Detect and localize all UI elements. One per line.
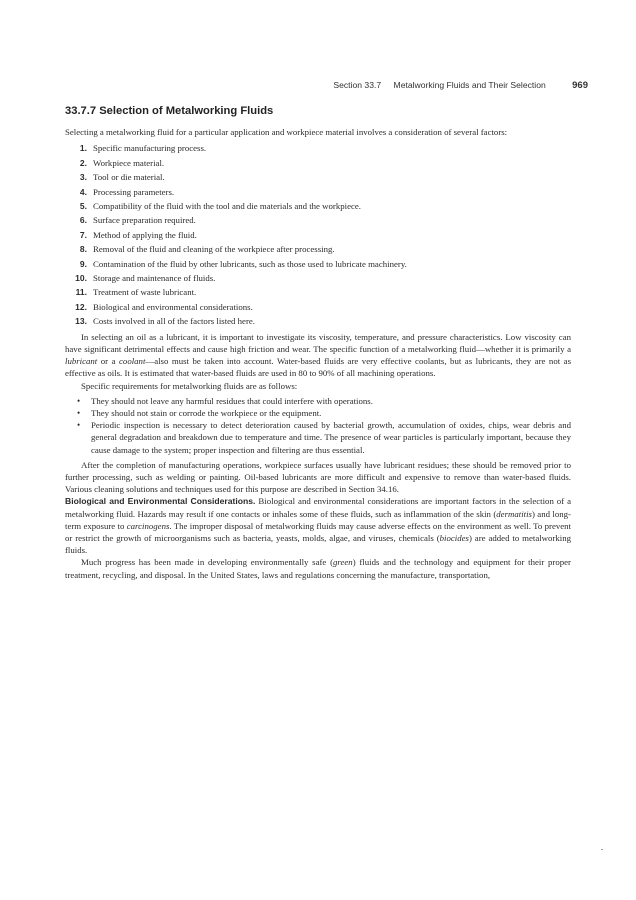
factor-text: Biological and environmental considerations. (93, 301, 253, 312)
factor-item (65, 200, 571, 212)
factor-text: Compatibility of the fluid with the tool and die materials and the workpiece. (93, 201, 361, 212)
factor-number: 6. (79, 215, 87, 226)
header-chapter-title: Metalworking Fluids and Their Selection (393, 80, 546, 90)
factor-item (65, 229, 571, 241)
factor-text: Contamination of the fluid by other lubricants, such as those used to lubricate machinery. (93, 258, 407, 269)
factor-item (65, 315, 571, 327)
factor-text: Removal of the fluid and cleaning of the workpiece after processing. (93, 244, 335, 255)
factor-text: Specific manufacturing process. (93, 143, 207, 154)
factor-text: Storage and maintenance of fluids. (93, 273, 216, 284)
requirement-text: They should not leave any harmful residues that could interfere with operations. (91, 395, 373, 406)
factor-list (65, 142, 571, 327)
factor-item (65, 171, 571, 183)
factor-text: Tool or die material. (93, 172, 165, 183)
factor-number: 9. (79, 258, 87, 269)
factor-number: 3. (79, 172, 87, 183)
factor-item (65, 272, 571, 284)
page-number: 969 (572, 80, 588, 91)
factor-number: 13. (75, 316, 87, 327)
requirement-item (65, 407, 571, 419)
bullet-icon: • (77, 407, 81, 418)
requirements-list (65, 395, 571, 456)
bullet-icon: • (77, 420, 81, 431)
factor-number: 1. (79, 143, 87, 154)
factor-item (65, 186, 571, 198)
factor-item (65, 301, 571, 313)
factor-item (65, 142, 571, 154)
intro-paragraph: Selecting a metalworking fluid for a particular application and workpiece material involves a consideration of several factors: (65, 127, 508, 138)
page-body (65, 105, 571, 581)
requirements-intro: Specific requirements for metalworking fluids are as follows: (81, 380, 298, 391)
running-header (333, 80, 588, 91)
bio-paragraph: Biological and Environmental Considerations. Biological and environmental considerations are important factors in the selection of a metalworking fluid. Hazards may result if one contacts or inhales some of these fluids, such as inflammation of the skin (dermatitis) and long-term exposure to carcinogens. The improper disposal of metalworking fluids may cause adverse effects on the environment as well. To prevent or restrict the growth of microorganisms such as bacteria, yeasts, molds, algae, and viruses, chemicals (biocides) are added to metalworking fluids. (65, 496, 572, 556)
factor-number: 8. (79, 244, 87, 255)
bio-heading: Biological and Environmental Considerations. (65, 496, 256, 507)
factor-text: Processing parameters. (93, 186, 175, 197)
factor-item (65, 214, 571, 226)
progress-paragraph: Much progress has been made in developing environmentally safe (green) fluids and the technology and equipment for their proper treatment, recycling, and disposal. In the United States, laws and regulations concerning the manufacture, transportation, (65, 557, 571, 580)
factor-item (65, 157, 571, 169)
factor-number: 5. (79, 201, 87, 212)
factor-number: 4. (79, 186, 87, 197)
factor-item (65, 258, 571, 270)
factor-number: 12. (75, 301, 87, 312)
requirement-item (65, 395, 571, 407)
after-completion-paragraph: After the completion of manufacturing operations, workpiece surfaces usually have lubricant residues; these should be removed prior to further processing, such as welding or painting. Oil-based lubricants are more difficult and expensive to remove than water-based fluids. Various cleaning solutions and techniques used for this purpose are described in Section 34.16. (65, 459, 571, 495)
factor-number: 2. (79, 157, 87, 168)
margin-mark (601, 849, 603, 850)
section-heading: 33.7.7 Selection of Metalworking Fluids (65, 105, 274, 117)
requirement-text: They should not stain or corrode the workpiece or the equipment. (91, 407, 322, 418)
factor-text: Costs involved in all of the factors listed here. (93, 316, 255, 327)
bullet-icon: • (77, 395, 81, 406)
factor-text: Treatment of waste lubricant. (93, 287, 197, 298)
factor-number: 10. (75, 273, 87, 284)
factor-number: 11. (75, 287, 87, 298)
requirement-item (65, 419, 571, 456)
factor-text: Workpiece material. (93, 157, 165, 168)
factor-item (65, 286, 571, 298)
factor-text: Surface preparation required. (93, 215, 196, 226)
factor-number: 7. (79, 229, 87, 240)
oil-paragraph: In selecting an oil as a lubricant, it is important to investigate its viscosity, temperature, and pressure characteristics. Low viscosity can have significant detrimental effects and cause high friction and wear. The specific function of a metalworking fluid—whether it is primarily a lubricant or a coolant—also must be taken into account. Water-based fluids are very effective coolants, but as lubricants, they are not as effective as oils. It is estimated that water-based fluids are used in 80 to 90% of all machining operations. (65, 331, 571, 379)
header-section: Section 33.7 (333, 80, 382, 90)
requirement-text: Periodic inspection is necessary to detect deterioration caused by bacterial growth, accumulation of oxides, chips, wear debris and general degradation and breakdown due to temperature and time. The presence of wear particles is particularly important, because they cause damage to the system; proper inspection and filtering are thus essential. (91, 420, 571, 455)
factor-item (65, 243, 571, 255)
factor-text: Method of applying the fluid. (93, 229, 197, 240)
